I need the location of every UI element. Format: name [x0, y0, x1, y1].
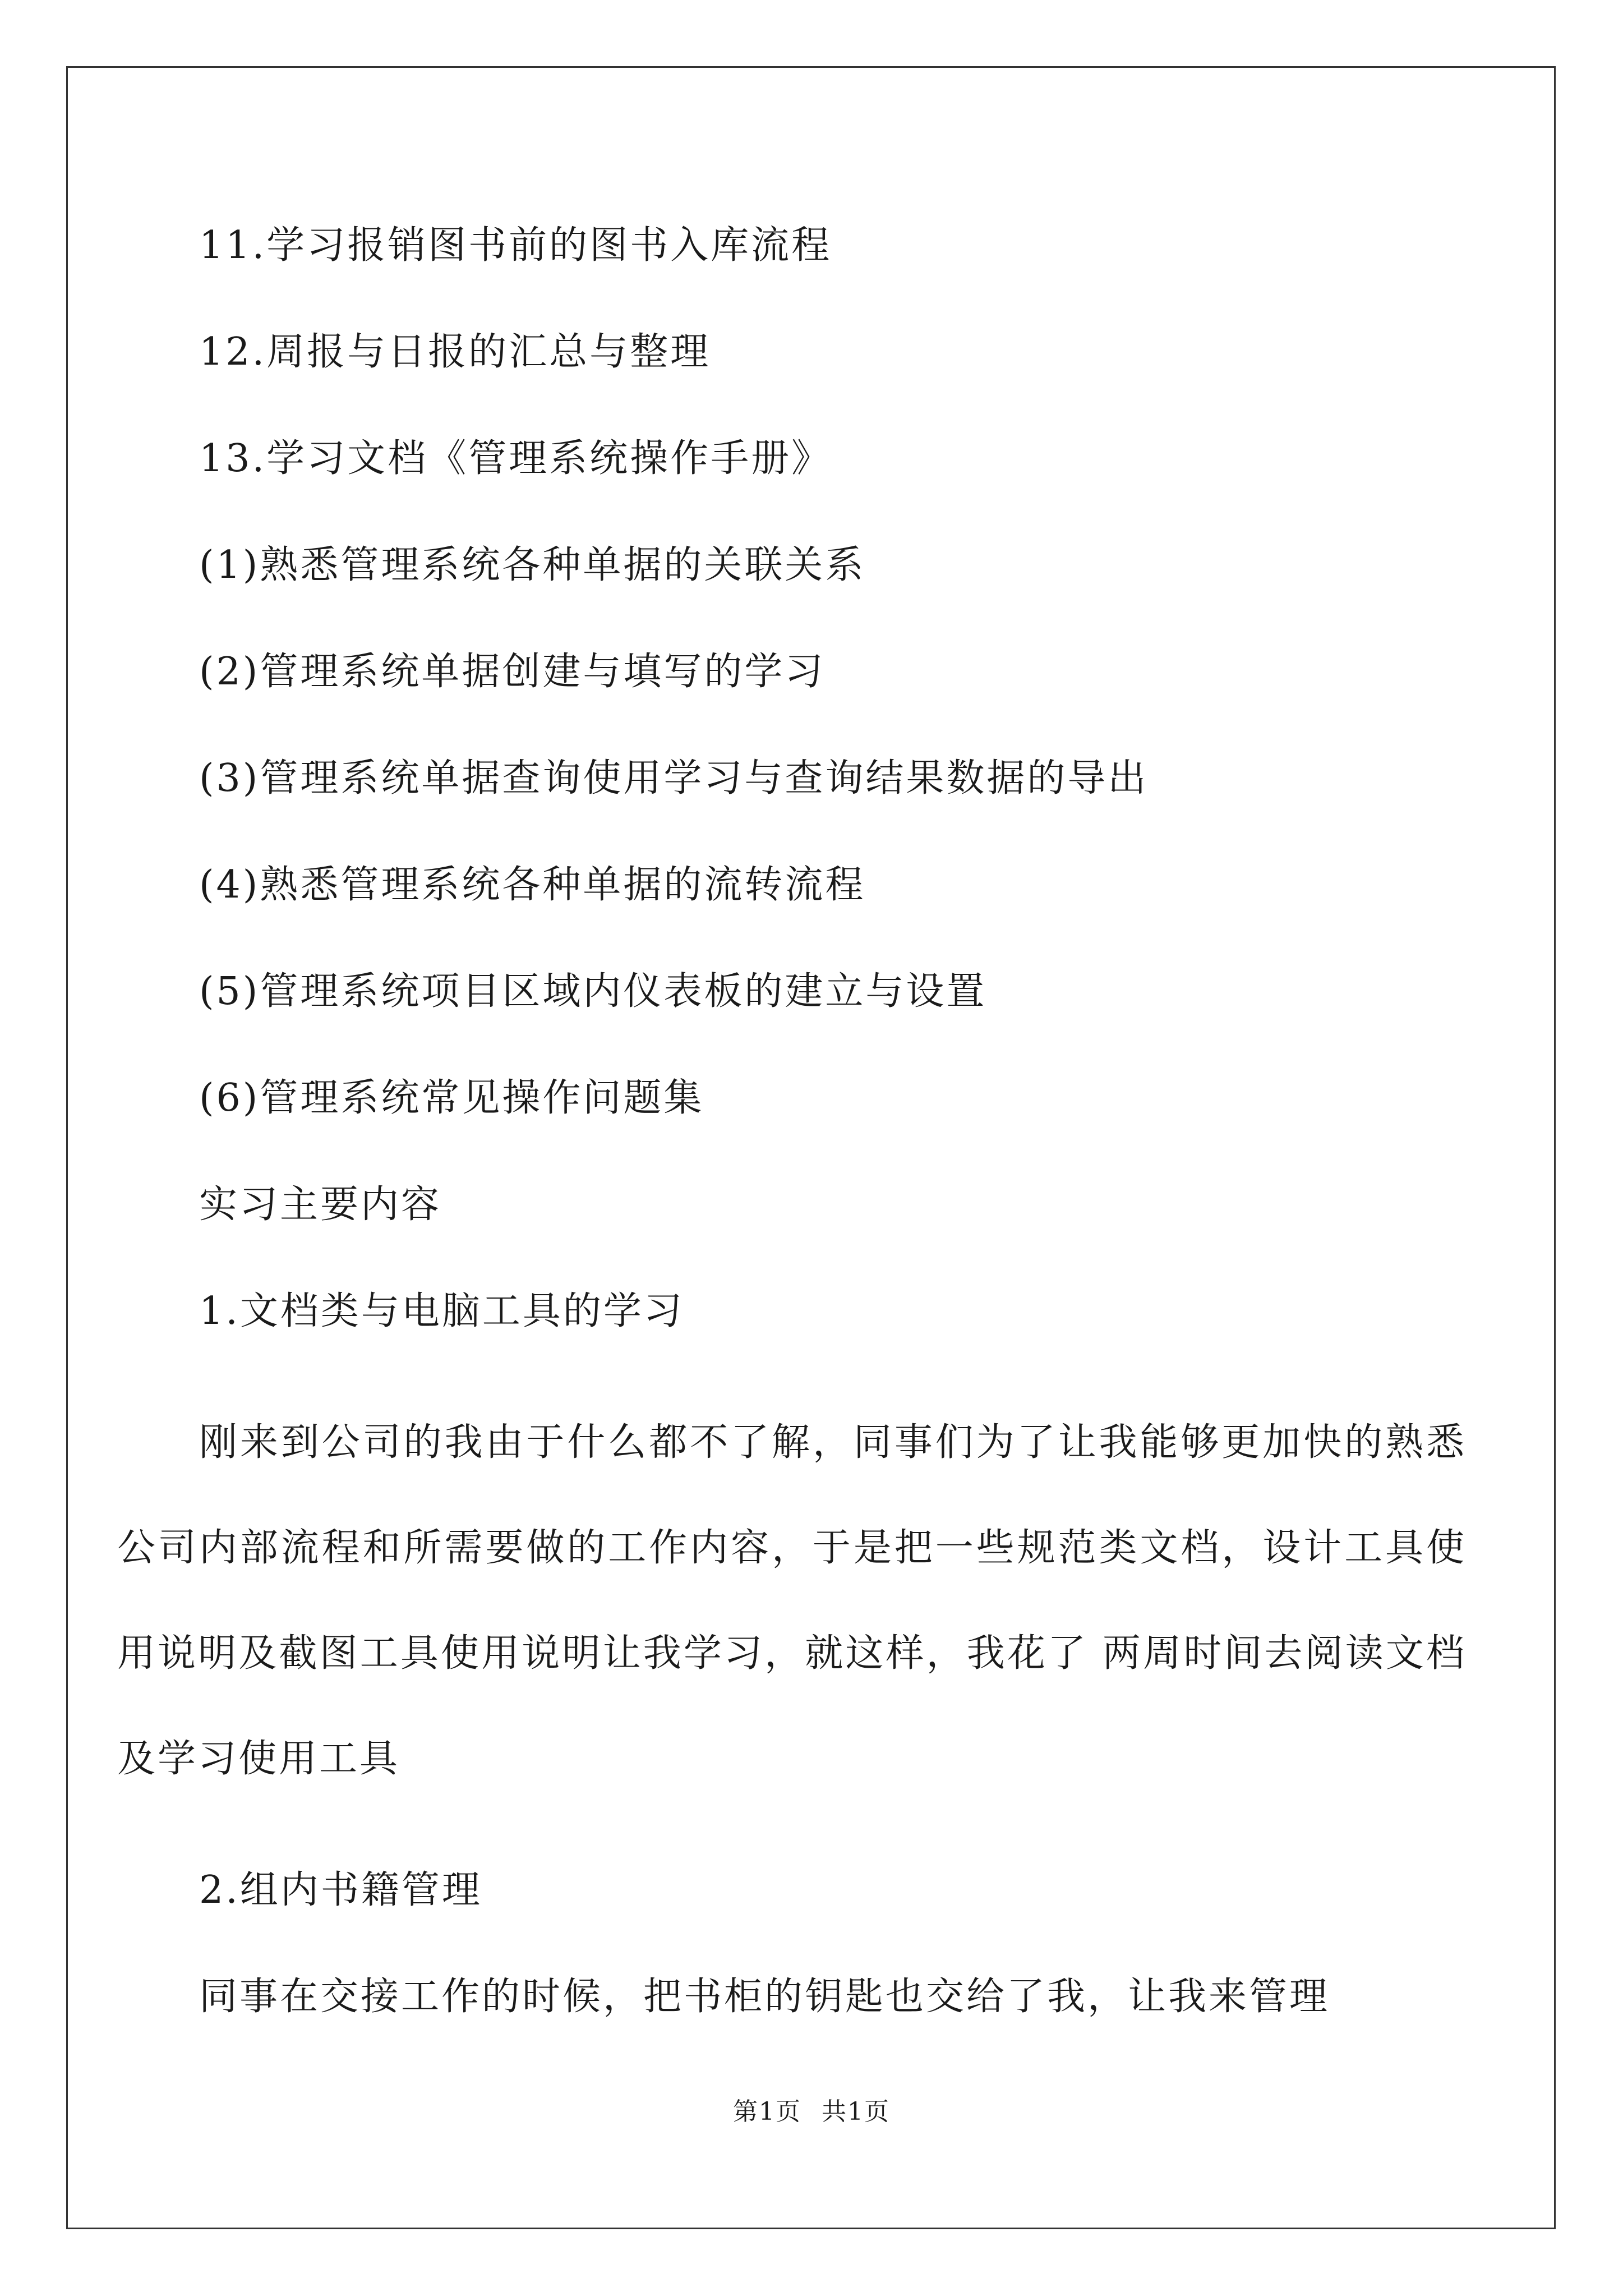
list-item: (2)管理系统单据创建与填写的学习 [199, 650, 826, 694]
list-item: (6)管理系统常见操作问题集 [199, 1076, 704, 1120]
list-item: 13.学习文档《管理系统操作手册》 [199, 436, 832, 481]
page-footer [0, 2095, 1623, 2129]
list-item: 12.周报与日报的汇总与整理 [199, 330, 711, 374]
list-item: 11.学习报销图书前的图书入库流程 [199, 223, 832, 268]
page-total: 共1页 [822, 2097, 890, 2126]
subsection-heading: 2.组内书籍管理 [199, 1868, 482, 1912]
page-number: 第1页 [733, 2097, 801, 2126]
list-item: (1)熟悉管理系统各种单据的关联关系 [199, 543, 866, 587]
body-paragraph: 刚来到公司的我由于什么都不了解，同事们为了让我能够更加快的熟悉公司内部流程和所需要做的工作内容，于是把一些规范类文档，设计工具使用说明及截图工具使用说明让我学习，就这样，我花了 两周时间去阅读文档及学习使用工具 [117, 1420, 1467, 1781]
subsection-heading: 1.文档类与电脑工具的学习 [199, 1289, 684, 1333]
section-heading: 实习主要内容 [199, 1182, 442, 1227]
list-item: (3)管理系统单据查询使用学习与查询结果数据的导出 [199, 756, 1149, 800]
body-paragraph: 同事在交接工作的时候，把书柜的钥匙也交给了我，让我来管理 [199, 1975, 1330, 2019]
list-item: (4)熟悉管理系统各种单据的流转流程 [199, 863, 866, 907]
list-item: (5)管理系统项目区域内仪表板的建立与设置 [199, 969, 987, 1014]
document-body [117, 218, 1467, 2025]
